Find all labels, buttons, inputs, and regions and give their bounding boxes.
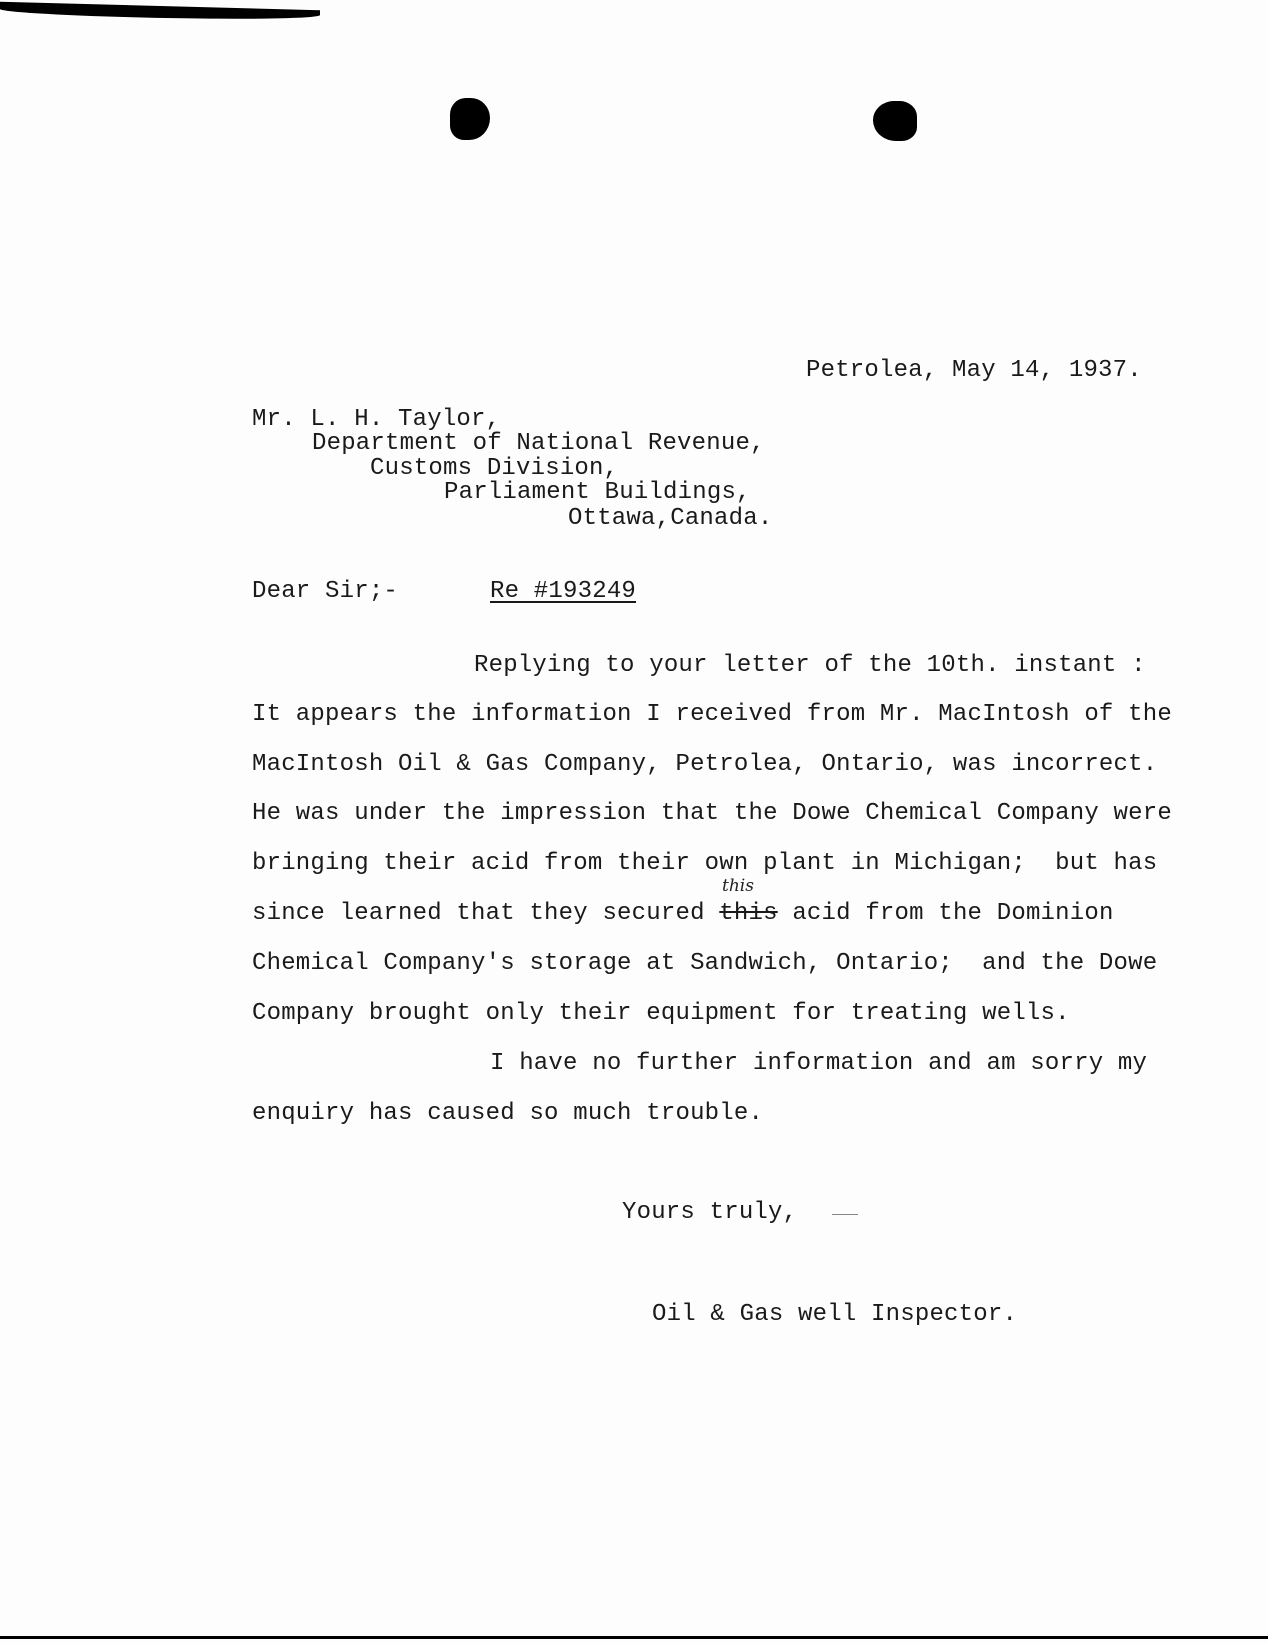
body-line-end: acid from the Dominion — [777, 900, 1114, 927]
body-line — [252, 902, 1114, 926]
place-date: Petrolea, May 14, 1937. — [806, 357, 1142, 384]
struck-word: this — [719, 900, 778, 927]
body-line: bringing their acid from their own plant in Michigan; but has — [252, 850, 1158, 877]
scan-edge-mark — [0, 2, 320, 22]
body-line: Chemical Company's storage at Sandwich, Ontario; and the Dowe — [252, 950, 1158, 977]
recipient-department: Department of National Revenue, — [312, 430, 765, 457]
body-line: I have no further information and am sorry my — [490, 1050, 1148, 1077]
punch-hole-right — [873, 101, 917, 141]
salutation: Dear Sir;- — [252, 578, 399, 605]
body-line: enquiry has caused so much trouble. — [252, 1100, 764, 1127]
recipient-building: Parliament Buildings, — [444, 479, 751, 506]
closing: Yours truly, — [622, 1199, 798, 1226]
body-line: Replying to your letter of the 10th. instant : — [474, 652, 1146, 679]
body-line: It appears the information I received from Mr. MacIntosh of the — [252, 701, 1172, 728]
body-line: MacIntosh Oil & Gas Company, Petrolea, Ontario, was incorrect. — [252, 751, 1158, 778]
recipient-division: Customs Division, — [370, 455, 619, 482]
punch-hole-left — [450, 98, 490, 140]
signature-dash — [832, 1214, 858, 1215]
body-line-start: since learned that they secured — [252, 900, 705, 927]
bottom-edge-line — [0, 1636, 1268, 1639]
recipient-city: Ottawa,Canada. — [568, 505, 773, 532]
recipient-name: Mr. L. H. Taylor, — [252, 406, 501, 433]
signature-title: Oil & Gas well Inspector. — [652, 1301, 1018, 1328]
reference-number: Re #193249 — [490, 578, 637, 605]
body-line: He was under the impression that the Dowe Chemical Company were — [252, 800, 1172, 827]
handwritten-insertion: this — [722, 876, 754, 896]
body-line: Company brought only their equipment for treating wells. — [252, 1000, 1070, 1027]
